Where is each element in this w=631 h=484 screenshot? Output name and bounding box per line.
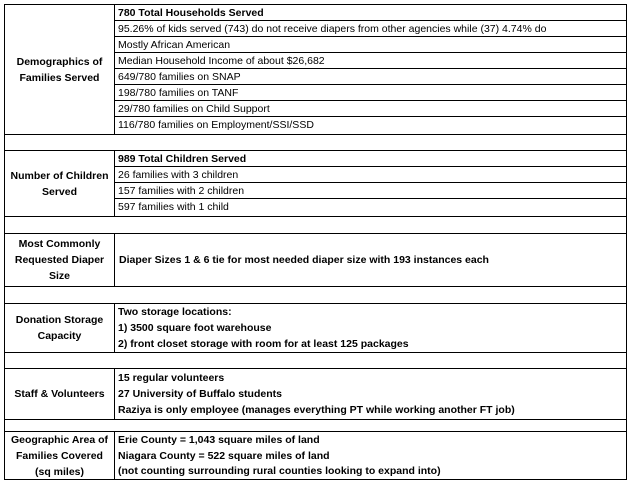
geo-row: Niagara County = 522 square miles of land — [118, 449, 330, 462]
geo-rows — [115, 432, 626, 479]
demographics-rows — [115, 5, 626, 134]
diaper-text: Diaper Sizes 1 & 6 tie for most needed diaper size with 193 instances each — [119, 254, 489, 266]
children-row: 597 families with 1 child — [118, 201, 229, 213]
demographics-row: 649/780 families on SNAP — [115, 69, 626, 85]
children-section — [4, 150, 627, 217]
geo-label: Geographic Area of Families Covered (sq miles) — [5, 432, 115, 479]
demographics-row: 116/780 families on Employment/SSI/SSD — [118, 119, 314, 131]
storage-row: Two storage locations: — [118, 306, 232, 318]
staff-row: Raziya is only employee (manages everything PT while working another FT job) — [118, 404, 515, 416]
geo-row: (not counting surrounding rural counties looking to expand into) — [118, 465, 441, 478]
demographics-row: Mostly African American — [115, 37, 626, 53]
storage-rows — [115, 304, 626, 352]
children-row: 989 Total Children Served — [115, 151, 626, 167]
children-row: 26 families with 3 children — [115, 167, 626, 183]
spacer-row — [4, 420, 627, 431]
staff-rows — [115, 369, 626, 419]
children-rows — [115, 151, 626, 216]
demographics-row: 780 Total Households Served — [115, 5, 626, 21]
children-label: Number of Children Served — [5, 151, 115, 216]
staff-section — [4, 368, 627, 420]
demographics-row: 29/780 families on Child Support — [115, 101, 626, 117]
storage-row: 2) front closet storage with room for at least 125 packages — [118, 338, 409, 350]
diaper-rows — [115, 234, 626, 286]
geo-row: Erie County = 1,043 square miles of land — [118, 434, 320, 446]
info-table — [4, 4, 627, 480]
diaper-label: Most Commonly Requested Diaper Size — [5, 234, 115, 286]
storage-row: 1) 3500 square foot warehouse — [118, 322, 272, 334]
geo-section — [4, 431, 627, 480]
children-row: 157 families with 2 children — [115, 183, 626, 199]
staff-label: Staff & Volunteers — [5, 369, 115, 419]
storage-section — [4, 303, 627, 353]
demographics-row: Median Household Income of about $26,682 — [115, 53, 626, 69]
demographics-label: Demographics of Families Served — [5, 5, 115, 134]
demographics-section — [4, 4, 627, 135]
spacer-row — [4, 217, 627, 233]
spacer-row — [4, 135, 627, 150]
spacer-row — [4, 287, 627, 303]
diaper-section — [4, 233, 627, 287]
demographics-row: 95.26% of kids served (743) do not receive diapers from other agencies while (37) 4.74% do — [115, 21, 626, 37]
staff-row: 15 regular volunteers — [118, 372, 225, 384]
demographics-row: 198/780 families on TANF — [115, 85, 626, 101]
staff-row: 27 University of Buffalo students — [118, 388, 282, 400]
storage-label: Donation Storage Capacity — [5, 304, 115, 352]
spacer-row — [4, 353, 627, 368]
